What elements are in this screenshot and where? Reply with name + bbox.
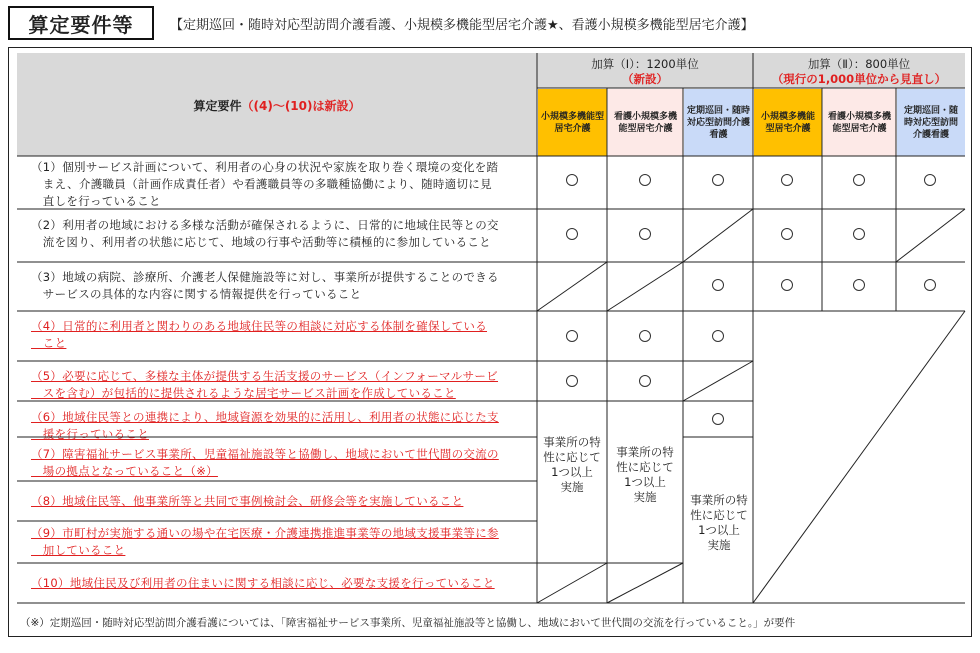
merged-line: 性に応じて: [543, 450, 601, 464]
page-subtitle: 【定期巡回・随時対応型訪問介護看護、小規模多機能型居宅介護★、看護小規模多機能型居宅介護】: [170, 18, 754, 33]
circle-mark: [567, 229, 578, 240]
requirement-10: （10）地域住民及び利用者の住まいに関する相談に応じ、必要な支援を行っていること: [31, 576, 495, 590]
add1-note: （新設）: [622, 72, 668, 86]
requirements-table-frame: [8, 47, 972, 637]
circle-mark: [567, 376, 578, 387]
merged-line: 実施: [707, 538, 731, 552]
circle-mark: [567, 331, 578, 342]
circle-mark: [713, 175, 724, 186]
col-header-teiki-2: 定期巡回・随時対応型訪問介護看護: [897, 89, 965, 156]
footnote: （※）定期巡回・随時対応型訪問介護看護については、「障害福祉サービス事業所、児童福祉施設等と協働し、地域において世代間の交流を行っていること。」が要件: [20, 617, 796, 629]
col-header-sho-1: 小規模多機能型居宅介護: [538, 89, 607, 156]
requirement-4: （4）日常的に利用者と関わりのある地域住民等の相談に対応する体制を確保している こと: [31, 319, 488, 350]
col-header-kansho-2: 看護小規模多機能型居宅介護: [823, 89, 896, 156]
circle-mark: [925, 280, 936, 291]
circle-mark: [640, 376, 651, 387]
merged-line: 1つ以上: [551, 465, 593, 479]
col-header-sho-2: 小規模多機能型居宅介護: [754, 89, 822, 156]
add2-title: 加算（Ⅱ）：800単位: [807, 57, 911, 71]
merged-line: 1つ以上: [698, 523, 740, 537]
add1-title: 加算（Ⅰ）：1200単位: [591, 57, 699, 71]
merged-line: 性に応じて: [690, 508, 748, 522]
circle-mark: [854, 229, 865, 240]
requirement-6: （6）地域住民等との連携により、地域資源を効果的に活用し、利用者の状態に応じた支 援を行っていること: [31, 410, 499, 441]
merged-line: 実施: [560, 480, 584, 494]
requirement-5: （5）必要に応じて、多様な主体が提供する生活支援のサービス（インフォーマルサービ スを含む）が包括的に提供されるような居宅サービス計画を作成していること: [31, 369, 499, 400]
circle-mark: [640, 331, 651, 342]
diagonal-mark: [537, 262, 607, 311]
merged-line: 性に応じて: [616, 460, 674, 474]
circle-mark: [782, 280, 793, 291]
page-title: 算定要件等: [8, 6, 154, 40]
diagonal-mark: [537, 563, 607, 603]
circle-mark: [854, 280, 865, 291]
circle-mark: [640, 175, 651, 186]
circle-mark: [854, 175, 865, 186]
col-header-teiki-1: 定期巡回・随時対応型訪問介護看護: [684, 89, 753, 156]
requirement-7: （7）障害福祉サービス事業所、児童福祉施設等と協働し、地域において世代間の交流の 場の拠点となっていること（※）: [31, 447, 499, 478]
requirement-2: （2）利用者の地域における多様な活動が確保されるように、日常的に地域住民等との交 流を図り、利用者の状態に応じて、地域の行事や活動等に積極的に参加していること: [31, 218, 499, 249]
diagonal-mark: [607, 563, 683, 603]
merged-line: 1つ以上: [624, 475, 666, 489]
circle-mark: [782, 175, 793, 186]
diagonal-mark: [753, 311, 965, 603]
merged-line: 事業所の特: [616, 445, 674, 459]
diagonal-mark: [607, 262, 683, 311]
requirement-8: （8）地域住民等、他事業所等と共同で事例検討会、研修会等を実施していること: [31, 494, 464, 508]
circle-mark: [782, 229, 793, 240]
circle-mark: [567, 175, 578, 186]
circle-mark: [713, 280, 724, 291]
requirement-3: （3）地域の病院、診療所、介護老人保健施設等に対し、事業所が提供することのできる サービスの具体的な内容に関する情報提供を行っていること: [31, 270, 499, 301]
table-grid-lines: [17, 53, 973, 613]
diagonal-mark: [683, 209, 753, 262]
col-header-kansho-1: 看護小規模多機能型居宅介護: [608, 89, 683, 156]
circle-mark: [925, 175, 936, 186]
req-label-black: 算定要件: [193, 99, 242, 113]
merged-line: 事業所の特: [543, 435, 601, 449]
circle-mark: [713, 414, 724, 425]
merged-line: 実施: [633, 490, 657, 504]
add2-note: （現行の1,000単位から見直し）: [771, 72, 947, 86]
diagonal-mark: [896, 209, 965, 262]
requirements-table: [17, 53, 973, 653]
circle-mark: [640, 229, 651, 240]
merged-line: 事業所の特: [690, 493, 748, 507]
requirement-9: （9）市町村が実施する通いの場や在宅医療・介護連携推進事業等の地域支援事業等に参 加していること: [31, 526, 499, 557]
diagonal-mark: [683, 361, 753, 401]
requirement-1: （1）個別サービス計画について、利用者の心身の状況や家族を取り巻く環境の変化を踏 まえ、介護職員（計画作成責任者）や看護職員等の多職種協働により、随時適切に見 直しを行っていること: [31, 160, 499, 208]
req-label-red: （(4)〜(10)は新設）: [241, 99, 361, 113]
circle-mark: [713, 331, 724, 342]
